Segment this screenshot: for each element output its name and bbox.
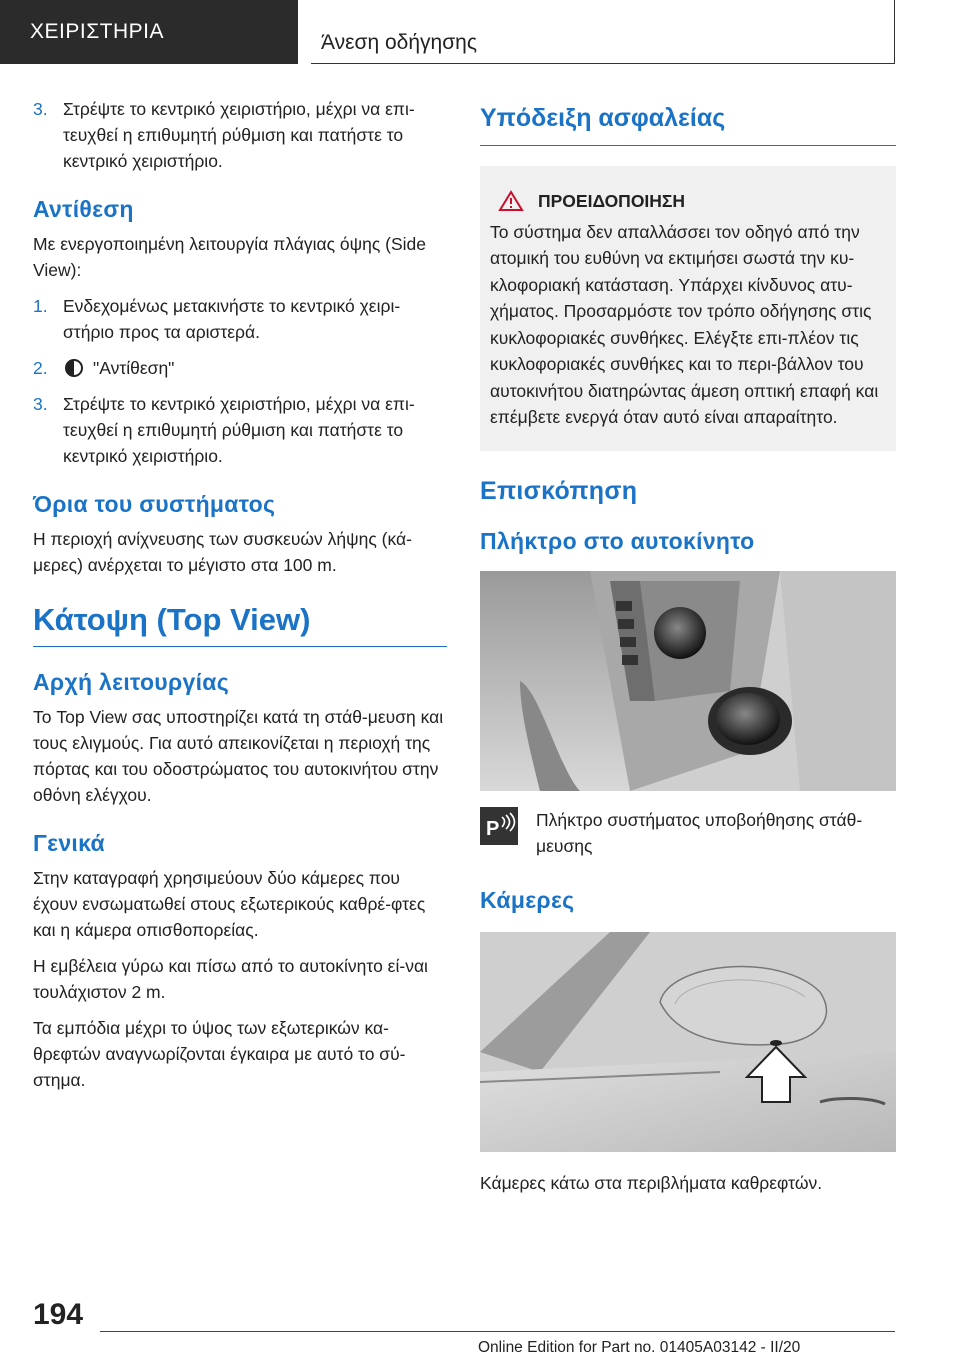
heading-safety-note: Υπόδειξη ασφαλείας xyxy=(480,104,896,146)
header-section-label: ΧΕΙΡΙΣΤΗΡΙΑ xyxy=(30,20,165,43)
parking-assistant-button-icon xyxy=(480,807,518,845)
cameras-caption-text: Κάμερες κάτω στα περιβλήματα καθρεφτών. xyxy=(480,1172,823,1193)
step-number: 2. xyxy=(33,358,48,378)
header-section xyxy=(0,0,298,64)
heading-overview: Επισκόπηση xyxy=(480,476,638,505)
button-caption xyxy=(480,807,896,859)
general-paragraph: Στην καταγραφή χρησιμεύουν δύο κάμερες που έχουν ενσωματωθεί στους εξωτερικούς καθρέ-φτες και η κάμερα οπισθοπορείας. xyxy=(33,868,426,940)
footer-edition: Online Edition for Part no. 01405A03142 - II/20 xyxy=(478,1339,801,1356)
step-item xyxy=(33,293,447,345)
limits-text: Η περιοχή ανίχνευσης των συσκευών λήψης (κά-μερες) ανέρχεται το μέγιστο στα 100 m. xyxy=(33,529,412,575)
heading-cameras: Κάμερες xyxy=(480,886,575,913)
svg-text:P: P xyxy=(486,817,500,840)
right-column xyxy=(480,104,896,1196)
header-chapter-label: Άνεση οδήγησης xyxy=(321,31,477,54)
heading-top-view: Κάτοψη (Top View) xyxy=(33,602,447,647)
step-number: 3. xyxy=(33,394,48,414)
warning-header xyxy=(490,188,886,215)
general-paragraph: Τα εμπόδια μέχρι το ύψος των εξωτερικών κα-θρεφτών αναγνωρίζονται έγκαιρα με αυτό το σύ-στημα. xyxy=(33,1018,406,1090)
step-number: 1. xyxy=(33,296,48,316)
step-text: Ενδεχομένως μετακινήστε το κεντρικό χειρι-στήριο προς τα αριστερά. xyxy=(63,296,401,342)
step-text: "Αντίθεση" xyxy=(93,358,175,378)
step-text: Στρέψτε το κεντρικό χειριστήριο, μέχρι να επι-τευχθεί η επιθυμητή ρύθμιση και πατήστε το κεντρικό χειριστήριο. xyxy=(63,99,415,171)
warning-label: ΠΡΟΕΙΔΟΠΟΙΗΣΗ xyxy=(538,191,686,211)
warning-text: Το σύστημα δεν απαλλάσσει τον οδηγό από την ατομική του ευθύνη να εκτιμήσει σωστά την κυ-κλοφοριακή κατάσταση. Υπάρχει κίνδυνος ατυ-χήματος. Προσαρμόστε τον τρόπο οδήγησης στις κυκλοφοριακές συνθήκες. Ελέγξτε επι-πλέον τις κυκλοφοριακές συνθήκες και το περι-βάλλον του αυτοκινήτου διατηρώντας άμεση οπτική επαφή και επέμβετε ενεργά όταν αυτό είναι απαραίτητο. xyxy=(490,221,879,427)
left-column xyxy=(33,96,447,1103)
heading-contrast: Αντίθεση xyxy=(33,196,134,222)
page-number: 194 xyxy=(33,1298,84,1331)
step-text: Στρέψτε το κεντρικό χειριστήριο, μέχρι να επι-τευχθεί η επιθυμητή ρύθμιση και πατήστε το κεντρικό χειριστήριο. xyxy=(63,394,415,466)
cameras-caption xyxy=(480,1170,896,1196)
heading-general: Γενικά xyxy=(33,830,105,856)
center-console-photo xyxy=(480,571,896,791)
mirror-camera-photo xyxy=(480,932,896,1152)
step-number: 3. xyxy=(33,99,48,119)
footer-divider xyxy=(100,1331,895,1332)
step-item xyxy=(33,96,447,174)
contrast-intro: Με ενεργοποιημένη λειτουργία πλάγιας όψης (Side View): xyxy=(33,234,426,280)
warning-triangle-icon xyxy=(498,190,524,212)
header-chapter xyxy=(311,0,895,64)
heading-system-limits: Όρια του συστήματος xyxy=(33,491,276,517)
general-paragraph: Η εμβέλεια γύρω και πίσω από το αυτοκίνητο εί-ναι τουλάχιστον 2 m. xyxy=(33,956,428,1002)
step-item xyxy=(33,355,447,381)
warning-box xyxy=(480,166,896,451)
button-caption-text: Πλήκτρο συστήματος υποβοήθησης στάθ-μευσης xyxy=(536,809,863,856)
heading-button-in-car: Πλήκτρο στο αυτοκίνητο xyxy=(480,527,755,554)
contrast-icon xyxy=(65,359,83,377)
step-item xyxy=(33,391,447,469)
principle-text: Το Top View σας υποστηρίζει κατά τη στάθ-μευση και τους ελιγμούς. Για αυτό απεικονίζεται η περιοχή της πόρτας και του οδοστρώματος του αυτοκινήτου στην οθόνη ελέγχου. xyxy=(33,707,444,805)
heading-principle: Αρχή λειτουργίας xyxy=(33,669,229,695)
